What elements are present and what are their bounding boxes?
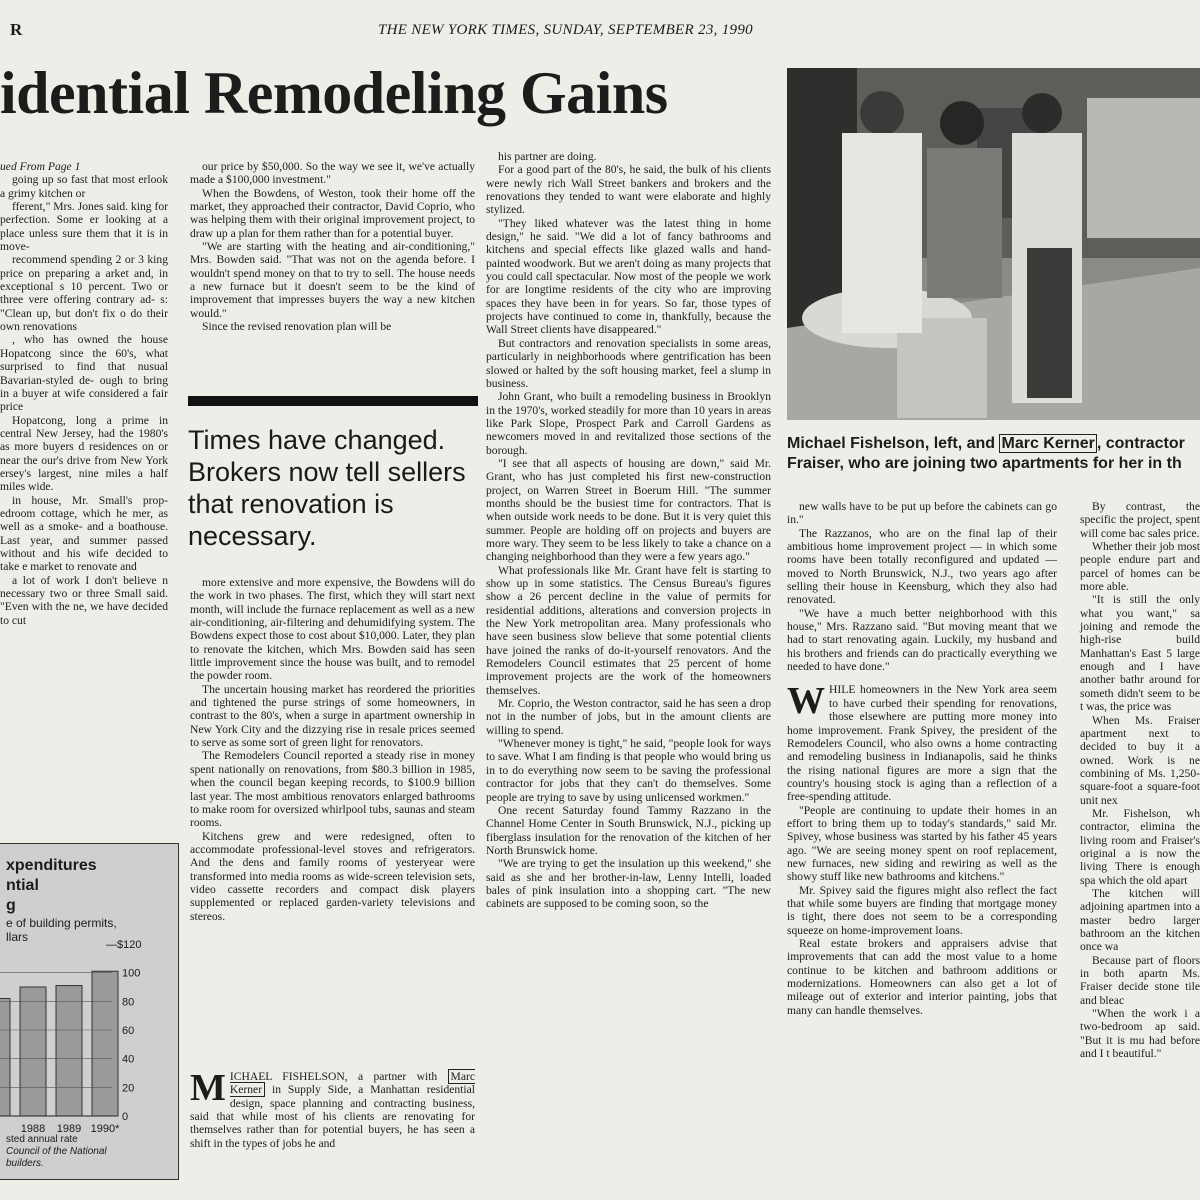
paragraph: "They liked whatever was the latest thing in home design," he said. "We did a lot of fancy bathrooms and kitchens and special effects like glazed walls and hand-painted woodwork. But we aren't doing as many projects that you could call spectacular. Now most of the people we work for are longtime residents of the city who are improving spaces they have been in for years. So far, those types of projects have continued to come in, thankfully, because the Wall Street clients have disappeared." [486, 216, 771, 337]
caption-text-after: , contractor [1096, 435, 1185, 452]
paragraph: Mr. Coprio, the Weston contractor, said he has seen a drop not in the number of jobs, but in the amount clients are willing to spend. [486, 697, 771, 737]
paragraph: "It is still the only what you want," sa joining and remode the high-rise build Manhattan's East 5 large enough and I have another bathr around for someth didn't seem to be t was, the price was [1080, 593, 1200, 714]
bar [56, 986, 82, 1116]
paragraph: "When the work i a two-bedroom ap said. "But it is mu had before and I t beautiful." [1080, 1007, 1200, 1061]
paragraph: Real estate brokers and appraisers advise that improvements that can add the most value to a home continue to be kitchen and bathroom additions or modernizations. Homeowners can also get a lot of mileage out of exterior and interior painting, jobs that many can handle themselves. [787, 937, 1057, 1017]
dropcap-paragraph [190, 1067, 475, 1150]
paragraph: By contrast, the specific the project, spent will come bac sales price. [1080, 500, 1200, 540]
paragraph: Whether their job most people endure part and parcel of homes can be more able. [1080, 540, 1200, 594]
paragraph: "People are continuing to update their homes in an effort to bring them up to today's standards," said Mr. Spivey, whose business was started by his father 45 years ago. "We are seeing money spent on roof replacement, new furnaces, new siding and rewiring as well as the showy stuff like new bathrooms and kitchens." [787, 803, 1057, 884]
chart-note-line: builders. [6, 1158, 44, 1169]
x-tick-label: 1988 [20, 1123, 46, 1135]
paragraph: What professionals like Mr. Grant have felt is starting to show up in some statistics. The Census Bureau's figures show a 26 percent decline in the value of permits for residential additions, alterations and conversion projects in the New York metropolitan area. Many professionals who have seen business slow believe that some potential clients have joined the ranks of do-it-yourself renovators. And the Remodelers Council estimates that 25 percent of home improvement projects are the work of the homeowners themselves. [486, 563, 771, 697]
paragraph: When the Bowdens, of Weston, took their home off the market, they approached their contractor, David Coprio, who was helping them with their original improvement project, to draw up a plan for them rather than for a potential buyer. [190, 186, 475, 240]
article-column-2-drop [190, 1067, 475, 1180]
paragraph: "Whenever money is tight," he said, "people look for ways to save. What I am finding is that people who would bring us in to do everything now seem to be saving the professional contractor for jobs that they can't do themselves. Some people are trying to save by using unlicensed workmen." [486, 737, 771, 804]
article-column-3 [486, 150, 771, 1180]
article-column-1 [0, 160, 168, 840]
pull-quote-rule [188, 396, 478, 406]
paragraph: Kitchens grew and were redesigned, often to accommodate professional-level stoves and refrigerators. And the dens and family rooms of yesteryear were transformed into media rooms as wide-screen television sets, video cassette recorders and compact disk players supplemented or replaced garden-variety televisions and stereos. [190, 829, 475, 923]
paragraph: The uncertain housing market has reordered the priorities and tightened the purse strings of some homeowners, in contrast to the 80's, when a surge in apartment ownership in New York City and the dizzying rise in resale prices seemed to serve as some sort of green light for renovators. [190, 682, 475, 750]
dropcap-paragraph [787, 680, 1057, 804]
y-tick-label: 80 [122, 996, 135, 1009]
chart-box [0, 843, 179, 1180]
paragraph: "We are starting with the heating and air-conditioning," Mrs. Bowden said. "That was not on the agenda before. I wouldn't spend money on that to try to sell. The house needs a new furnace but it doesn't seem to be the kind of improvement that impresses buyers the way a new kitchen would." [190, 240, 475, 320]
y-tick-label: 100 [122, 967, 141, 980]
paragraph: "We are trying to get the insulation up this weekend," she said as she and her brother-in-law, Lenny Intelli, loaded bales of pink insulation into a shopping cart. "The new cabinets are supposed to be coming soon, so the [486, 857, 771, 911]
dropcap-text-rest: in Supply Side, a Manhattan residential design, space planning and contracting business, said that while most of his clients are renovating for themselves rather than for potential buyers, he has seen a shift in the types of jobs he and [190, 1083, 475, 1150]
pull-quote: Times have changed. Brokers now tell sellers that renovation is necessary. [188, 425, 466, 551]
article-column-2-top [190, 160, 475, 386]
continued-line: ued From Page 1 [0, 160, 81, 173]
dropcap-letter: W [787, 680, 825, 723]
paragraph: The Remodelers Council reported a steady rise in money spent nationally on renovations, from $80.3 billion in 1985, when the council began keeping records, to $100.9 billion last year. The most ambitious renovators enlarged bathrooms to make room for oversized whirlpool tubs, saunas and steam rooms. [190, 749, 475, 830]
photo [787, 68, 1200, 420]
paragraph: fferent," Mrs. Jones said. king for perfection. Some er looking at a place unless sure them that it is in move- [0, 200, 168, 254]
dropcap-text: homeowners in the New York area seem to have curbed their spending for renovations, those elsewhere are putting more money into home improvement. Frank Spivey, the president of the Remodelers Council, who also owns a home contracting and remodeling business in Indianapolis, said he thinks the rising national figures are more a sign that the country's housing stock is aging than a reflection of a free-spending attitude. [787, 683, 1057, 804]
paragraph: "I see that all aspects of housing are down," said Mr. Grant, who has just completed his first new-construction project, on Warren Street in Boerum Hill. "The summer months should be the busiest time for contractors. That is when outside work needs to be done. But it is very quiet this summer. People are holding off on projects and buyers are more wary. They seem to be less likely to take a chance on a changing neighborhood than they were a few years ago." [486, 456, 771, 564]
paragraph: going up so fast that most erlook a grimy kitchen or [0, 173, 168, 200]
paragraph: When Ms. Fraiser apartment next to decided to buy it a owned. Work is ne combining of Ms. 1,250-square-foot a square-foot unit nex [1080, 713, 1200, 807]
boxed-name: Marc Kerner [229, 1070, 475, 1097]
paragraph: John Grant, who built a remodeling business in Brooklyn in the 1970's, worked steadily for more than 10 years in areas like Park Slope, Prospect Park and Carroll Gardens as newcomers moved in and revitalized those sections of the borough. [486, 390, 771, 457]
y-tick-label: —$120 [106, 939, 142, 951]
y-tick-label: 60 [122, 1025, 135, 1037]
chart-title-line: g [6, 897, 16, 914]
caption-boxed-name: Marc Kerner [1001, 435, 1095, 452]
article-column-5 [1080, 500, 1200, 1180]
paragraph: a lot of work I don't believe n necessary two or three Small said. "Even with the ne, we have decided to cut [0, 573, 168, 627]
dropcap-smallcaps: ICHAEL FISHELSON [229, 1070, 345, 1083]
paragraph: For a good part of the 80's, he said, the bulk of his clients were newly rich Wall Street bankers and brokers and the renovations they tended to want were elaborate and highly stylized. [486, 163, 771, 217]
paragraph: more extensive and more expensive, the Bowdens will do the work in two phases. The first, which they will start next month, will include the furnace replacement as well as a new air-conditioning, air-filtering and dehumidifying system. The Bowdens expect those to cost about $10,000. Later, they plan to renovate the kitchen, which Mrs. Bowden said has seen little improvement since the house was built, and to remodel the powder room. [190, 576, 475, 683]
bar [0, 998, 10, 1116]
x-tick-label: 1990* [90, 1123, 120, 1135]
paragraph: But contractors and renovation specialists in some areas, particularly in neighborhoods where gentrification has been slowed or halted by the soft housing market, feel a slump in business. [486, 336, 771, 390]
paragraph: "We have a much better neighborhood with this house," Mrs. Razzano said. "But moving meant that we had to start renovating again. Luckily, my husband and his brothers and friends can do practically everything we needed to have done." [787, 606, 1057, 674]
bar [92, 971, 118, 1116]
paragraph: Because part of floors in both apartn Ms. Fraiser decide stone tile and bleac [1080, 953, 1200, 1007]
photo-caption [787, 434, 1200, 474]
paragraph: The kitchen will adjoining apartmen into a master bedro larger bathroom an the kitchen once wa [1080, 886, 1200, 954]
paragraph: recommend spending 2 or 3 king price on preparing a arket and, in exceptional s 10 percent. Two or three vere offering contrary ad- s: "Clean up, but don't fix o do their own renovations [0, 253, 168, 334]
bar [20, 987, 46, 1116]
paragraph: in house, Mr. Small's prop- edroom cottage, which he mer, as well as a smoke- and a boathouse. Last year, and summer passed without and his wife decided to take e market to renovate and [0, 493, 168, 574]
chart-plot [0, 844, 178, 1179]
page-folio [0, 20, 1200, 42]
paragraph: our price by $50,000. So the way we see it, we've actually made a $100,000 investment." [190, 160, 475, 187]
chart-note-line: Council of the National [6, 1146, 107, 1157]
paragraph: Hopatcong, long a prime in central New Jersey, had the 1980's as more buyers d residences on or near the our's drive from New York ersey's largest, nine miles a half miles wide. [0, 413, 168, 494]
paragraph: Mr. Spivey said the figures might also reflect the fact that while some buyers are finding that mortgage money is tight, there does not seem to be a corresponding squeeze on home-improvement loans. [787, 883, 1057, 937]
paragraph: Since the revised renovation plan will be [202, 320, 392, 334]
y-tick-label: 40 [122, 1053, 135, 1066]
photo-image [787, 68, 1200, 420]
article-column-4 [787, 500, 1057, 1180]
dropcap-smallcaps: HILE [829, 683, 856, 697]
paragraph: One recent Saturday found Tammy Razzano in the Channel Home Center in South Brunswick, N.J., picking up fiberglass insulation for the renovation of the kitchen of her North Brunswick home. [486, 803, 771, 857]
x-tick-label: 1989 [56, 1123, 82, 1135]
chart-note [6, 1134, 107, 1170]
caption-text: Michael Fishelson, left, and [787, 435, 1000, 452]
y-tick-label: 0 [122, 1111, 129, 1123]
headline: idential Remodeling Gains [0, 60, 668, 126]
article-column-2-bottom [190, 576, 475, 1064]
chart-subtitle-line: e of building permits, [6, 916, 117, 930]
caption-line-1 [787, 434, 1200, 454]
chart-subtitle-line: llars [6, 930, 29, 944]
paragraph: Mr. Fishelson, wh contractor, elimina the living room and Fraiser's original a is now the living There is enough spa which the old apart [1080, 806, 1200, 887]
dropcap-text: , a partner with [344, 1070, 448, 1083]
chart-note-line: sted annual rate [6, 1134, 78, 1145]
paragraph: , who has owned the house Hopatcong since the 60's, what surprised to find that nusual Bavarian-styled de- ough to bring in a buyer at wife considered a fair price [0, 333, 168, 414]
paragraph: his partner are doing. [498, 150, 597, 163]
section-letter: R [10, 20, 23, 39]
caption-line-2: Fraiser, who are joining two apartments for her in th [787, 455, 1182, 472]
y-tick-label: 20 [122, 1082, 135, 1095]
paragraph: The Razzanos, who are on the final lap of their ambitious home improvement project — in which some rooms have been totally reconfigured and updated — moved to North Brunswick, N.J., two years ago after selling their house in Keensburg, which they also had renovated. [787, 526, 1057, 607]
dropcap-letter: M [190, 1067, 226, 1109]
chart-title-line: xpenditures [6, 857, 97, 874]
paragraph: new walls have to be put up before the cabinets can go in." [787, 500, 1057, 527]
folio-line: THE NEW YORK TIMES, SUNDAY, SEPTEMBER 23, 1990 [378, 22, 753, 38]
chart-title-line: ntial [6, 877, 39, 894]
